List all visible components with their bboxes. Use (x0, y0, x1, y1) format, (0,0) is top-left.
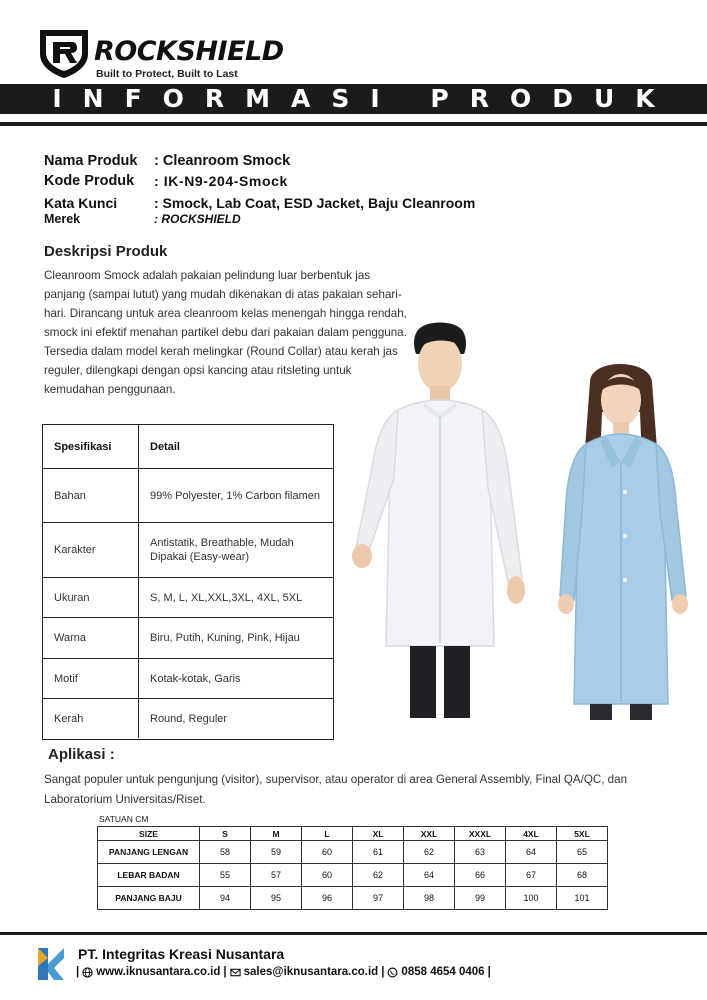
separator: | (381, 966, 385, 978)
brand-logo (36, 26, 296, 82)
info-brand-label: Merek (44, 212, 81, 226)
shield-logo-icon (36, 26, 92, 80)
size-header-row (98, 827, 608, 841)
website-link[interactable]: www.iknusantara.co.id (96, 966, 221, 978)
info-code-label: Kode Produk (44, 173, 135, 189)
size-header-cell: XL (353, 827, 404, 841)
info-name-value: : Cleanroom Smock (154, 153, 291, 169)
spec-key: Motif (43, 659, 139, 698)
size-cell: 99 (455, 887, 506, 910)
size-header-cell: S (200, 827, 251, 841)
size-cell: 68 (557, 864, 608, 887)
size-cell: 94 (200, 887, 251, 910)
spec-row (43, 618, 333, 659)
size-cell: 62 (353, 864, 404, 887)
spec-table (42, 424, 334, 740)
size-cell: 65 (557, 841, 608, 864)
size-header-cell: 4XL (506, 827, 557, 841)
size-cell: 97 (353, 887, 404, 910)
spec-row (43, 578, 333, 618)
application-title: Aplikasi : (48, 746, 115, 763)
size-cell: 59 (251, 841, 302, 864)
size-header-cell: XXXL (455, 827, 506, 841)
size-cell: 98 (404, 887, 455, 910)
spec-value: Antistatik, Breathable, Mudah Dipakai (Easy-wear) (150, 537, 294, 563)
application-text: Sangat populer untuk pengunjung (visitor), supervisor, atau operator di area General Assembly, Final QA/QC, dan Laboratorium Universitas/Riset. (44, 773, 628, 806)
separator: | (76, 966, 80, 978)
size-row (98, 887, 608, 910)
white-smock-model-photo (338, 318, 534, 720)
spec-key: Warna (43, 618, 139, 658)
size-row-label: PANJANG LENGAN (98, 841, 200, 864)
size-row (98, 864, 608, 887)
size-header-cell: M (251, 827, 302, 841)
spec-value: Biru, Putih, Kuning, Pink, Hijau (150, 632, 300, 644)
phone-number[interactable]: 0858 4654 0406 (401, 966, 485, 978)
info-keywords-value: : Smock, Lab Coat, ESD Jacket, Baju Cleanroom (154, 195, 476, 211)
size-cell: 57 (251, 864, 302, 887)
description-text: Cleanroom Smock adalah pakaian pelindung luar berbentuk jas panjang (sampai lutut) yang mudah dikenakan di atas pakaian sehari-hari. Dirancang untuk area cleanroom kelas menengah hingga rendah, smock ini efektif menahan partikel debu dari pakaian dalam pengguna. Tersedia dalam model kerah melingkar (Round Collar) atau kerah jas reguler, dilengkapi dengan opsi kancing atau ritsleting untuk kemudahan penggunaan. (44, 269, 407, 396)
size-cell: 63 (455, 841, 506, 864)
size-unit-note: SATUAN CM (99, 814, 149, 824)
size-cell: 67 (506, 864, 557, 887)
size-cell: 64 (404, 864, 455, 887)
spec-key: Kerah (43, 699, 139, 738)
size-cell: 60 (302, 841, 353, 864)
size-row (98, 841, 608, 864)
description-title: Deskripsi Produk (44, 243, 168, 260)
info-keywords-label: Kata Kunci (44, 195, 118, 211)
info-brand-value: : ROCKSHIELD (154, 212, 241, 226)
info-name-label: Nama Produk (44, 153, 138, 169)
header-divider (0, 122, 707, 126)
footer-divider (0, 932, 707, 935)
company-name: PT. Integritas Kreasi Nusantara (78, 946, 285, 962)
spec-key: Karakter (43, 523, 139, 577)
size-header-cell: L (302, 827, 353, 841)
size-row-label: LEBAR BADAN (98, 864, 200, 887)
size-cell: 64 (506, 841, 557, 864)
brand-tagline: Built to Protect, Built to Last (96, 68, 238, 80)
size-row-label: PANJANG BAJU (98, 887, 200, 910)
size-cell: 60 (302, 864, 353, 887)
size-cell: 55 (200, 864, 251, 887)
size-table (97, 826, 608, 910)
size-cell: 58 (200, 841, 251, 864)
spec-header-key: Spesifikasi (43, 425, 139, 468)
size-header-cell: XXL (404, 827, 455, 841)
separator: | (223, 966, 227, 978)
size-cell: 101 (557, 887, 608, 910)
size-header-cell: 5XL (557, 827, 608, 841)
globe-icon (82, 967, 93, 978)
size-cell: 95 (251, 887, 302, 910)
spec-key: Bahan (43, 469, 139, 522)
contact-line (76, 966, 491, 978)
spec-row (43, 659, 333, 699)
spec-header-row (43, 425, 333, 469)
blue-smock-model-photo (546, 352, 696, 720)
brand-name: ROCKSHIELD (94, 36, 284, 67)
whatsapp-icon (387, 967, 398, 978)
spec-row (43, 523, 333, 578)
size-cell: 62 (404, 841, 455, 864)
size-cell: 96 (302, 887, 353, 910)
spec-value: Kotak-kotak, Garis (150, 672, 241, 685)
spec-value: 99% Polyester, 1% Carbon filamen (150, 489, 320, 502)
banner-title: INFORMASI PRODUK (52, 84, 676, 113)
info-code-value: : IK-N9-204-Smock (154, 173, 288, 189)
size-header-cell: SIZE (98, 827, 200, 841)
email-link[interactable]: sales@iknusantara.co.id (243, 966, 379, 978)
size-cell: 66 (455, 864, 506, 887)
spec-row (43, 699, 333, 738)
spec-row (43, 469, 333, 523)
size-cell: 61 (353, 841, 404, 864)
email-icon (230, 967, 241, 978)
spec-value: S, M, L, XL,XXL,3XL, 4XL, 5XL (150, 591, 303, 604)
company-logo-icon (36, 946, 68, 982)
size-cell: 100 (506, 887, 557, 910)
separator: | (487, 966, 491, 978)
spec-header-value: Detail (150, 440, 180, 453)
spec-value: Round, Reguler (150, 712, 228, 725)
spec-key: Ukuran (43, 578, 139, 617)
